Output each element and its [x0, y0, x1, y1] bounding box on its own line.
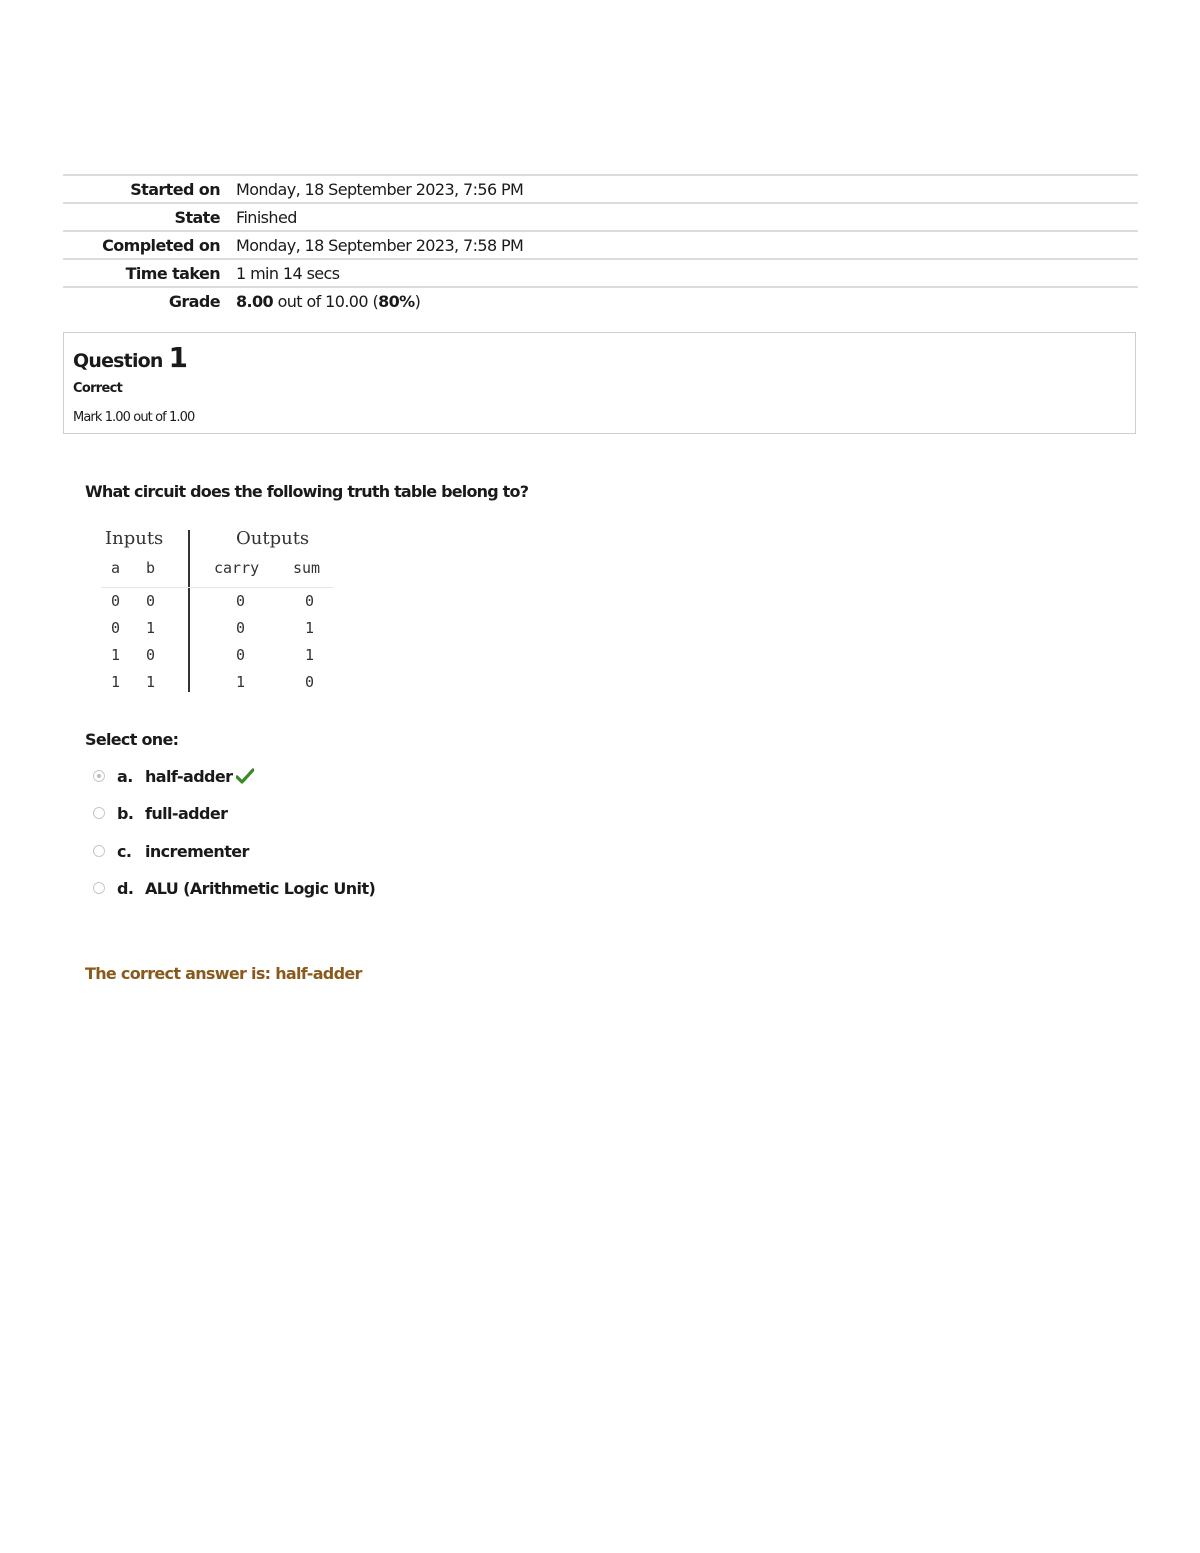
table-divider-vertical — [188, 530, 190, 692]
radio-button-b[interactable] — [93, 807, 105, 819]
summary-label: Grade — [63, 287, 236, 314]
column-header-sum: sum — [293, 559, 321, 577]
attempt-summary — [63, 174, 1138, 314]
summary-row-time — [63, 259, 1138, 287]
summary-value: Monday, 18 September 2023, 7:58 PM — [236, 231, 1138, 259]
truth-table-image — [97, 528, 337, 694]
option-letter: a. — [117, 766, 133, 786]
group-header-inputs: Inputs — [105, 528, 164, 549]
answer-option-b[interactable] — [93, 801, 227, 825]
table-cell: 0 — [236, 619, 246, 637]
option-text: half-adder — [145, 766, 233, 786]
summary-row-completed — [63, 231, 1138, 259]
summary-value: 1 min 14 secs — [236, 259, 1138, 287]
checkmark-icon — [236, 768, 254, 784]
radio-button-d[interactable] — [93, 882, 105, 894]
option-text: ALU (Arithmetic Logic Unit) — [145, 878, 376, 898]
question-info-box — [63, 332, 1136, 434]
table-cell: 1 — [111, 673, 121, 691]
question-number: 1 — [168, 341, 188, 374]
radio-button-c[interactable] — [93, 845, 105, 857]
question-mark: Mark 1.00 out of 1.00 — [73, 410, 195, 425]
question-text: What circuit does the following truth table belong to? — [85, 482, 529, 501]
option-letter: d. — [117, 878, 134, 898]
summary-row-started — [63, 175, 1138, 203]
grade-rest: out of 10.00 ( — [273, 291, 379, 311]
option-text: full-adder — [145, 803, 228, 823]
table-cell: 1 — [236, 673, 246, 691]
summary-label: Time taken — [63, 259, 236, 287]
table-cell: 1 — [146, 619, 156, 637]
summary-value: Finished — [236, 203, 1138, 231]
column-header-a: a — [111, 559, 121, 577]
radio-button-a[interactable] — [93, 770, 105, 782]
table-cell: 1 — [305, 619, 315, 637]
table-cell: 0 — [305, 592, 315, 610]
table-cell: 0 — [111, 592, 121, 610]
grade-value — [236, 287, 1138, 314]
select-one-label: Select one: — [85, 730, 179, 749]
table-cell: 0 — [236, 592, 246, 610]
table-cell: 1 — [111, 646, 121, 664]
grade-score: 8.00 — [236, 291, 274, 311]
summary-row-state — [63, 203, 1138, 231]
question-title-label: Question — [73, 350, 163, 372]
option-letter: b. — [117, 803, 134, 823]
table-cell: 0 — [236, 646, 246, 664]
option-letter: c. — [117, 841, 132, 861]
table-cell: 0 — [111, 619, 121, 637]
grade-close: ) — [414, 291, 421, 311]
answer-option-d[interactable] — [93, 876, 375, 900]
option-text: incrementer — [145, 841, 249, 861]
table-cell: 1 — [146, 673, 156, 691]
column-header-carry: carry — [214, 559, 260, 577]
summary-label: Completed on — [63, 231, 236, 259]
correct-answer-feedback: The correct answer is: half-adder — [85, 964, 362, 983]
column-header-b: b — [146, 559, 156, 577]
table-cell: 0 — [305, 673, 315, 691]
group-header-outputs: Outputs — [236, 528, 310, 549]
summary-label: Started on — [63, 175, 236, 203]
table-cell: 1 — [305, 646, 315, 664]
answer-option-a[interactable] — [93, 764, 254, 788]
summary-value: Monday, 18 September 2023, 7:56 PM — [236, 175, 1138, 203]
answer-option-c[interactable] — [93, 839, 249, 863]
summary-label: State — [63, 203, 236, 231]
summary-row-grade — [63, 287, 1138, 314]
question-state: Correct — [73, 381, 123, 396]
grade-percent: 80% — [378, 291, 415, 311]
table-divider-horizontal — [101, 587, 333, 588]
question-title — [73, 341, 188, 374]
table-cell: 0 — [146, 646, 156, 664]
table-cell: 0 — [146, 592, 156, 610]
